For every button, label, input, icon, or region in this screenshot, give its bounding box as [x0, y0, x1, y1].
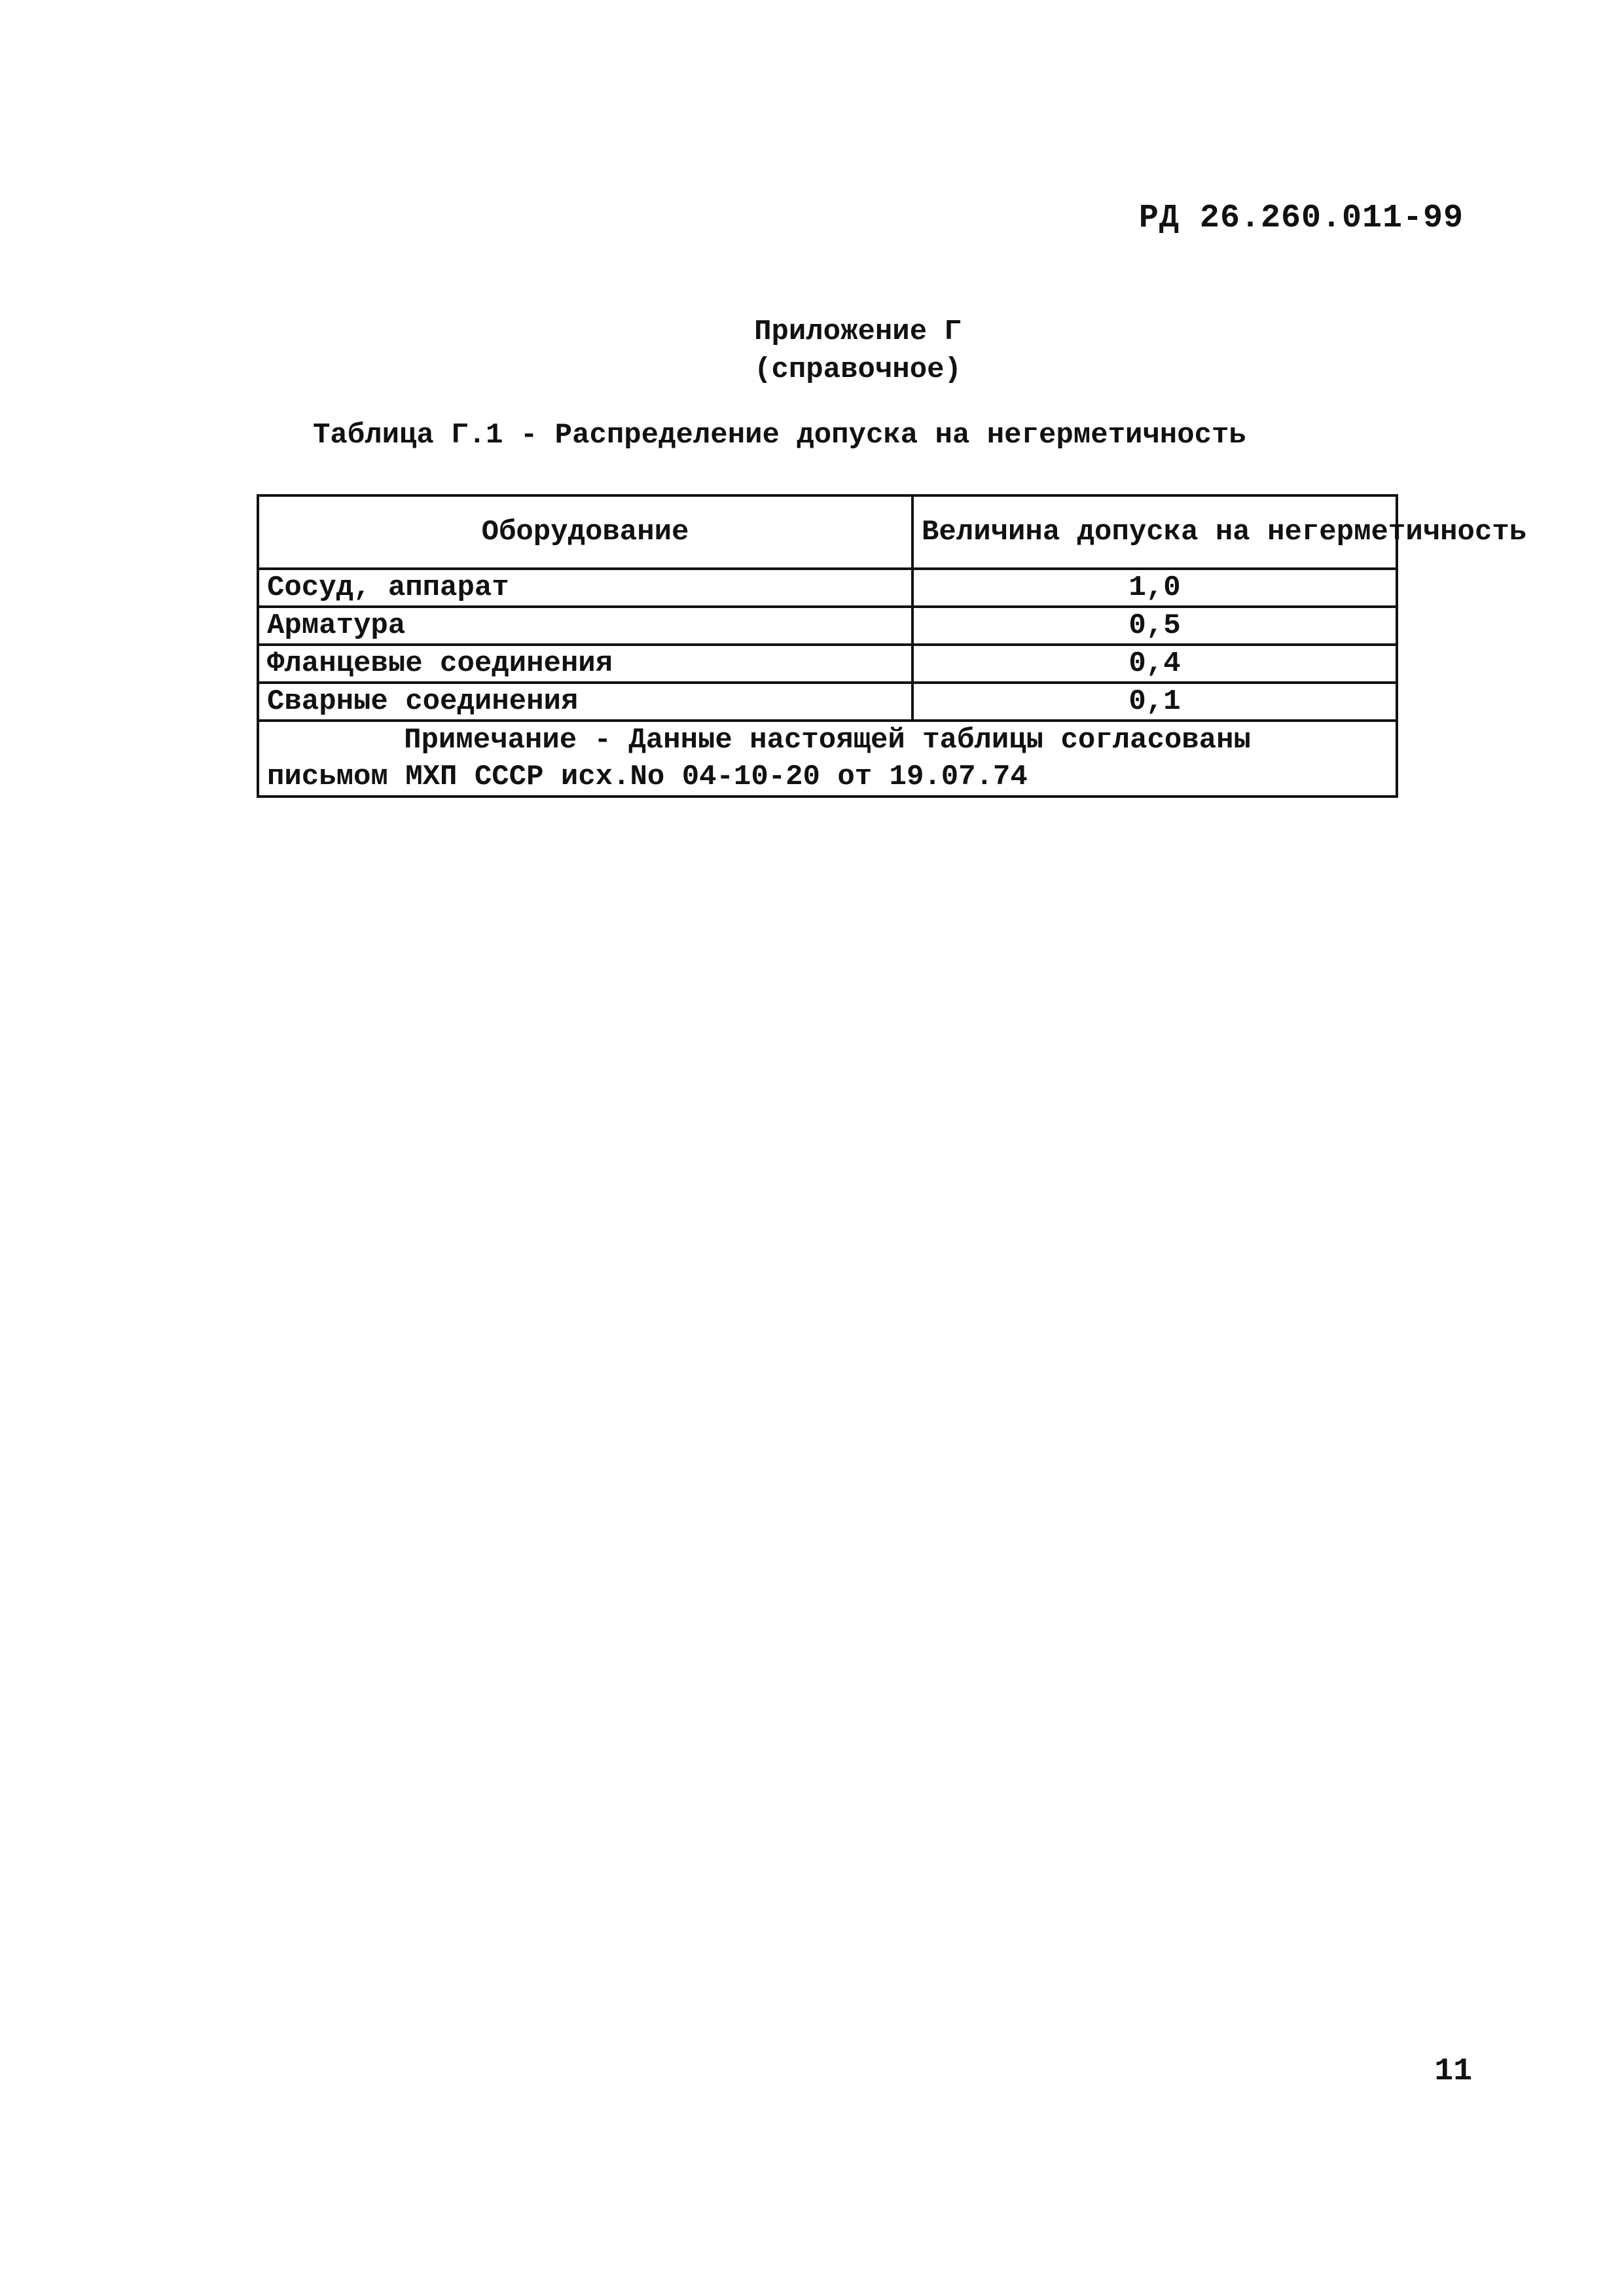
value-cell: 0,4: [912, 645, 1397, 683]
table-caption: Таблица Г.1 - Распределение допуска на негерметичность: [313, 419, 1246, 452]
appendix-heading: [0, 313, 1624, 389]
column-header-value: Величина допуска на негерметичность: [912, 495, 1397, 569]
table-note: [258, 721, 1397, 797]
equipment-cell: Сварные соединения: [258, 683, 912, 721]
table-row: [258, 569, 1397, 607]
tolerance-table: [257, 494, 1527, 798]
equipment-cell: Фланцевые соединения: [258, 645, 912, 683]
value-cell: 0,1: [912, 683, 1397, 721]
table-row: [258, 645, 1397, 683]
value-cell: 1,0: [912, 569, 1397, 607]
table-note-line-1: Примечание - Данные настоящей таблицы согласованы: [404, 724, 1251, 757]
document-code: РД 26.260.011-99: [1138, 200, 1464, 237]
equipment-cell: Арматура: [258, 607, 912, 645]
appendix-title: Приложение Г: [754, 315, 962, 348]
table-note-row: [258, 721, 1397, 797]
equipment-cell: Сосуд, аппарат: [258, 569, 912, 607]
table-row: [258, 683, 1397, 721]
table-row: [258, 607, 1397, 645]
table-header-row: [258, 495, 1397, 569]
value-cell: 0,5: [912, 607, 1397, 645]
appendix-subtitle: (справочное): [754, 353, 962, 386]
page-number: 11: [1434, 2054, 1472, 2089]
column-header-equipment: Оборудование: [258, 495, 912, 569]
table-note-line-2: письмом МХП СССР исх.No 04-10-20 от 19.07.74: [267, 761, 1028, 793]
